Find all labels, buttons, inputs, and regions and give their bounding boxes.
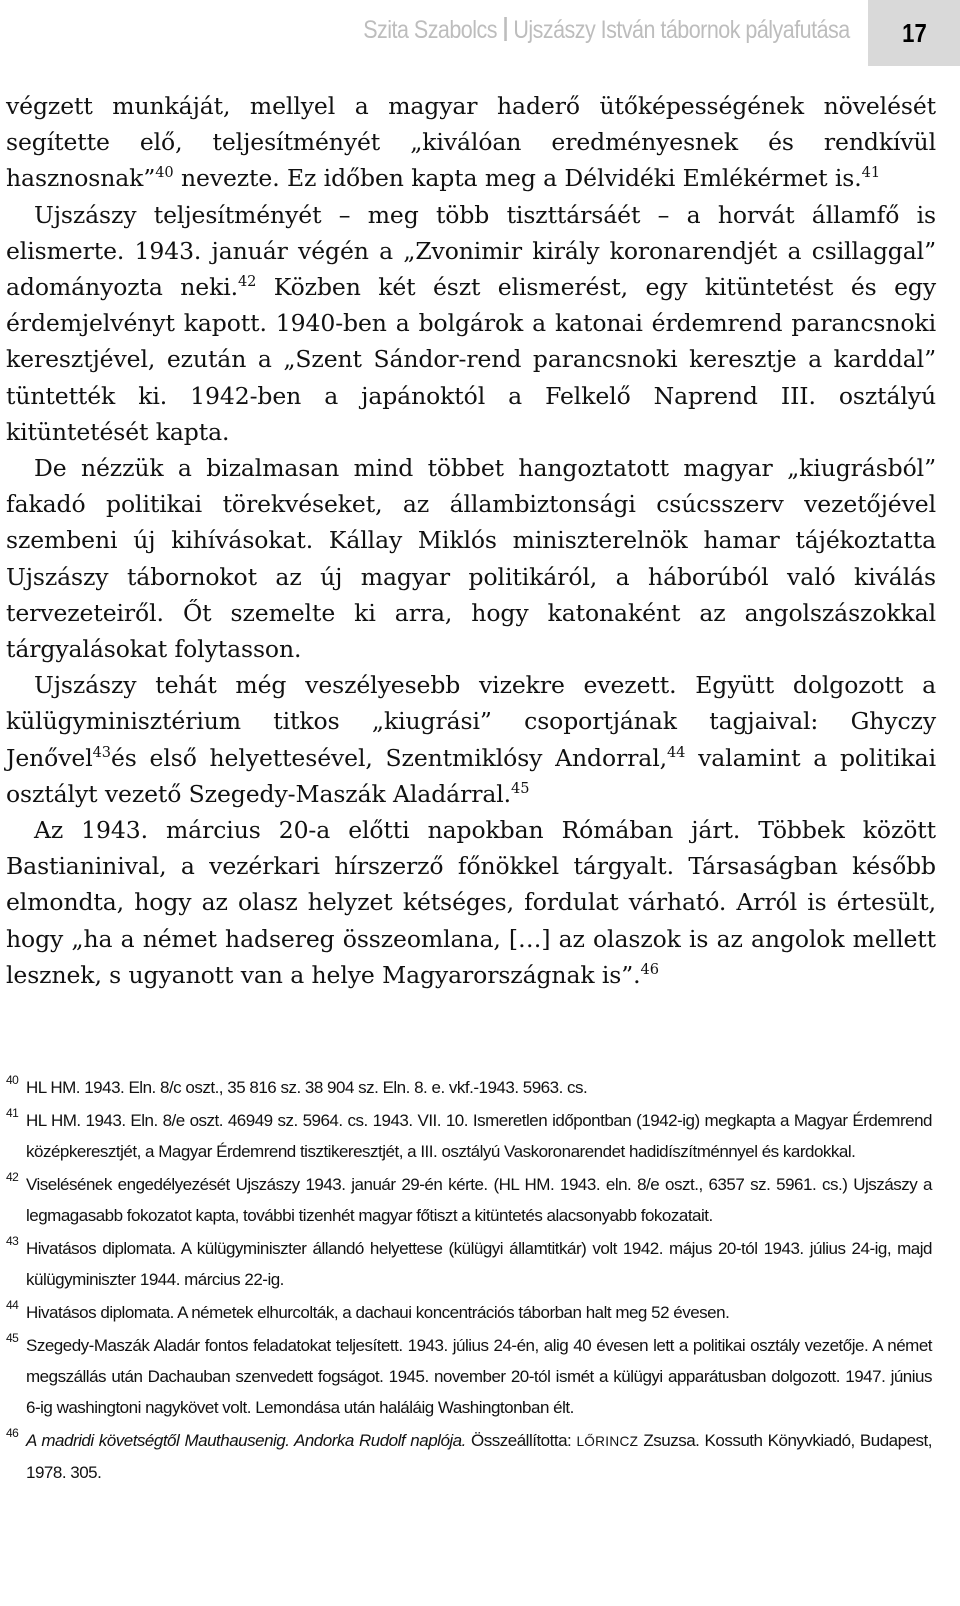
footnote-ref-46[interactable]: 46 [640,960,659,978]
footnote-text: Összeállította: [465,1431,577,1450]
paragraph-text: Közben két észt elismerést, egy kitüntetést és egy érdemjelvényt kapott. 1940-ben a bolgárok a katonai érdemrend parancsnoki keresztjével, ezután a „Szent Sándor-rend parancsnoki keresztje a karddal” tüntették ki. 1942-ben a japánoktól a Felkelő Naprend III. osztályú kitüntetését kapta. [6,273,936,446]
footnote-46 [6,1425,932,1488]
footnote-book-title: A madridi követségtől Mauthausenig. Andorka Rudolf naplója. [26,1431,466,1450]
running-head-title: Ujszászy István tábornok pályafutása [513,16,850,44]
footnote-text: HL HM. 1943. Eln. 8/e oszt. 46949 sz. 5964. cs. 1943. VII. 10. Ismeretlen időpontban (1942-ig) megkapta a Magyar Érdemrend középkeresztjét, a Magyar Érdemrend tisztikeresztjét, a III. osztályú Vaskoronarendet hadidíszítménnyel és kardokkal. [26,1111,932,1161]
footnote-number: 41 [6,1106,19,1120]
footnote-ref-40[interactable]: 40 [155,164,174,182]
footnote-43 [6,1233,932,1295]
footnote-text: Zsuzsa. Kossuth Könyvkiadó, Budapest, 1978. 305. [26,1431,932,1482]
paragraph-text: Ujszászy teljesítményét – meg több tiszttársáét – a horvát államfő is elismerte. 1943. január végén a „Zvonimir király koronarendjét a csillaggal” adományozta neki. [6,200,936,302]
body-text [6,88,936,993]
paragraph-2 [6,197,936,450]
footnote-number: 45 [6,1331,19,1345]
page-number-box [868,0,960,66]
footnote-41 [6,1105,932,1167]
footnote-text: Szegedy-Maszák Aladár fontos feladatokat teljesített. 1943. július 24-én, alig 40 évesen lett a politikai osztály vezetője. A német megszállás után Dachauban szenvedett fogságot. 1945. november 20-tól ismét a külügyi apparátusban dolgozott. 1947. június 6-ig washingtoni nagykövet volt. Lemondása után haláláig Washingtonban élt. [26,1336,932,1417]
footnote-40 [6,1072,932,1103]
paragraph-text: nevezte. Ez időben kapta meg a Délvidéki Emlékérmet is. [173,164,862,193]
paragraph-5 [6,812,936,993]
footnote-number: 43 [6,1234,19,1248]
paragraph-text: valamint a politikai osztályt vezető Szegedy-Maszák Aladárral. [6,743,936,808]
footnote-number: 46 [6,1426,19,1440]
footnote-ref-44[interactable]: 44 [666,743,686,761]
footnote-ref-43[interactable]: 43 [92,743,111,761]
footnotes [6,1072,932,1490]
paragraph-text: Ujszászy tehát még veszélyesebb vizekre evezett. Együtt dolgozott a külügyminisztérium titkos „kiugrási” csoportjának tagjaival: Ghyczy Jenővel [6,671,936,772]
footnote-editor-surname: LŐRINCZ [576,1434,639,1449]
paragraph-text: De nézzük a bizalmasan mind többet hangoztatott magyar „kiugrásból” fakadó politikai törekvéseket, az állambiztonsági csúcsszerv vezetőjével szembeni új kihívásokat. Kállay Miklós miniszterelnök hamar tájékoztatta Ujszászy tábornokot az új magyar politikáról, a háborúból való kiválás tervezeteiről. Őt szemelte ki arra, hogy katonaként az angolszászokkal tárgyalásokat folytasson. [6,454,936,664]
footnote-42 [6,1169,932,1231]
paragraph-text: Az 1943. március 20-a előtti napokban Rómában járt. Többek között Bastianinival, a vezérkari hírszerző főnökkel tárgyalt. Társaságban később elmondta, hogy az olasz helyzet kétséges, fordulat várható. Arról is értesült, hogy „ha a német hadsereg összeomlana, […] az olaszok is az angolok mellett lesznek, s ugyanott van a helye Magyarországnak is”. [6,816,936,989]
paragraph-3 [6,450,936,667]
page-header [0,0,960,66]
paragraph-1 [6,88,936,197]
paragraph-4 [6,667,936,812]
running-head-divider [504,17,507,41]
paragraph-text: és első helyettesével, Szentmiklósy Andorral, [110,743,667,772]
footnote-ref-45[interactable]: 45 [511,779,530,797]
footnote-text: Hivatásos diplomata. A külügyminiszter állandó helyettese (külügyi államtitkár) volt 1942. május 20-tól 1943. július 24-ig, majd külügyminiszter 1944. március 22-ig. [26,1239,932,1289]
footnote-text: Hivatásos diplomata. A németek elhurcolták, a dachaui koncentrációs táborban halt meg 52 évesen. [26,1303,730,1322]
footnote-45 [6,1330,932,1423]
paragraph-text: végzett munkáját, mellyel a magyar haderő ütőképességének növelését segítette elő, teljesítményét „kiválóan eredményesnek és rendkívül hasznosnak” [6,92,936,193]
footnote-number: 40 [6,1073,19,1087]
footnote-text: HL HM. 1943. Eln. 8/c oszt., 35 816 sz. 38 904 sz. Eln. 8. e. vkf.-1943. 5963. cs. [26,1078,588,1097]
running-head-author: Szita Szabolcs [363,16,498,44]
footnote-ref-42[interactable]: 42 [238,272,257,290]
page-number: 17 [901,17,927,48]
running-head [364,16,850,45]
footnote-number: 44 [6,1298,19,1312]
footnote-44 [6,1297,932,1328]
footnote-text: Viselésének engedélyezését Ujszászy 1943. január 29-én kérte. (HL HM. 1943. eln. 8/e oszt., 6357 sz. 5961. cs.) Ujszászy a legmagasabb fokozatot kapta, további tizenhét magyar főtiszt a kitüntetés alacsonyabb fokozatait. [26,1175,932,1225]
footnote-ref-41[interactable]: 41 [861,164,880,182]
footnote-number: 42 [6,1170,19,1184]
